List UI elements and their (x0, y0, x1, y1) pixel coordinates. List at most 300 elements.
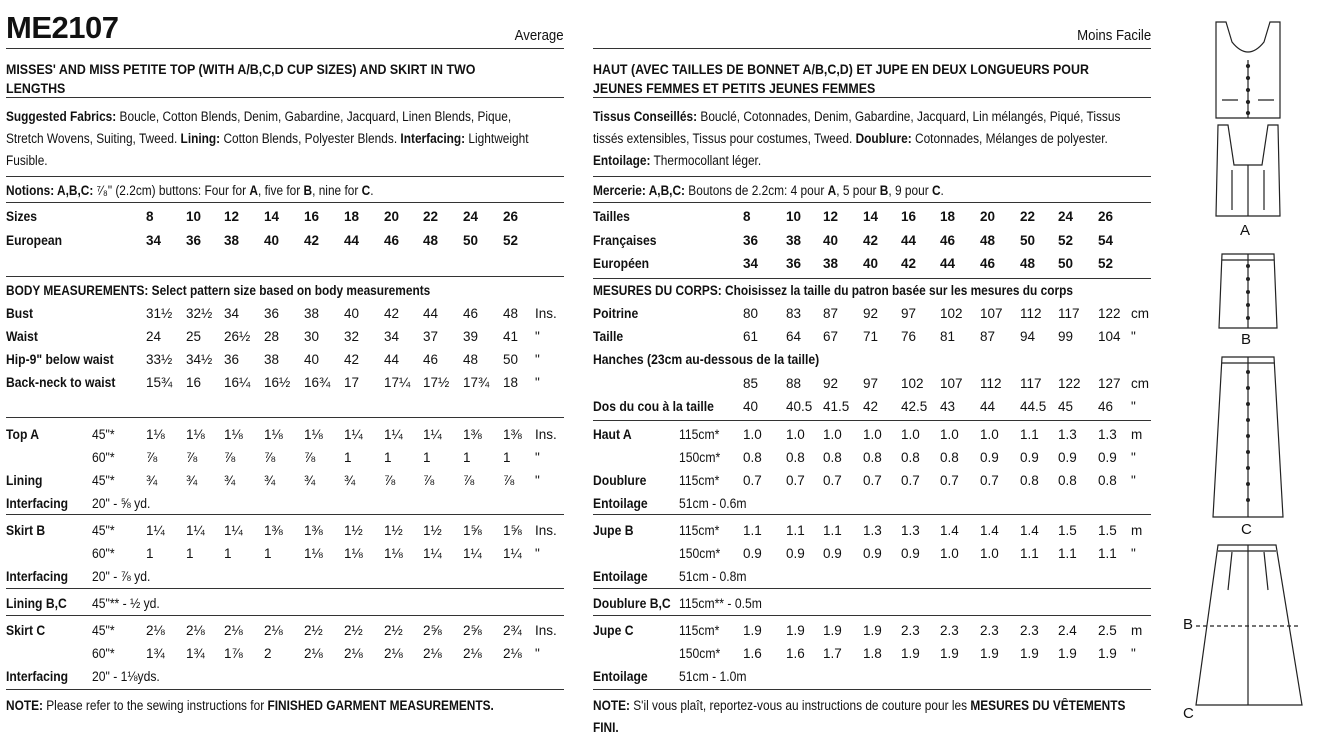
cell-value: 1.5 (1058, 523, 1077, 538)
lining-label: Doublure: (855, 131, 912, 146)
cell-value: 0.8 (1058, 473, 1077, 488)
unit: " (1131, 646, 1136, 661)
cell-value: 42 (901, 256, 917, 271)
cell-value: 1.1 (1020, 546, 1039, 561)
fabric-width: 51cm - 1.0m (679, 669, 747, 684)
cell-value: 0.9 (1058, 450, 1077, 465)
lining-text: Cotton Blends, Polyester Blends. (220, 131, 401, 146)
cell-value: 1.0 (863, 427, 882, 442)
notions-text: Boutons de 2.2cm: 4 pour (684, 183, 828, 198)
fabric-width: 115cm* (679, 473, 720, 488)
cell-value: 1⅛ (344, 546, 363, 561)
fabric-width: 115cm* (679, 623, 720, 638)
cell-value: 2⅛ (186, 623, 205, 638)
cell-value: 1.5 (1098, 523, 1117, 538)
cell-value: 16 (304, 209, 320, 224)
row-label: Entoilage (593, 496, 648, 511)
row-label: Tailles (593, 209, 630, 224)
cell-value: 122 (1098, 306, 1121, 321)
cell-value: 122 (1058, 376, 1081, 391)
cell-value: 0.7 (863, 473, 882, 488)
unit: " (535, 450, 540, 465)
rule (6, 48, 564, 49)
cell-value: 1.0 (980, 427, 999, 442)
cell-value: 42 (863, 399, 879, 414)
cell-value: 92 (823, 376, 839, 391)
cell-value: 18 (344, 209, 360, 224)
cell-value: 1.4 (940, 523, 959, 538)
cell-value: 41 (503, 329, 519, 344)
cell-value: 1½ (344, 523, 363, 538)
fabric-width: 45"* (92, 523, 115, 538)
unit: " (1131, 450, 1136, 465)
cell-value: 2⅛ (146, 623, 165, 638)
fabric-width: 20" - ⅞ yd. (92, 569, 151, 584)
cell-value: 24 (1058, 209, 1074, 224)
interfacing-label: Interfacing: (400, 131, 466, 146)
cell-value: 127 (1098, 376, 1121, 391)
label-side-b: B (1183, 616, 1194, 633)
cell-value: ⅞ (186, 450, 198, 465)
cell-value: 2½ (304, 623, 323, 638)
cell-value: 1¾ (186, 646, 205, 661)
cell-value: 48 (423, 233, 439, 248)
row-label: Waist (6, 329, 38, 344)
cell-value: 117 (1020, 376, 1042, 391)
note-text: Please refer to the sewing instructions for (42, 698, 268, 713)
cell-value: 85 (743, 376, 759, 391)
unit: " (1131, 546, 1136, 561)
cell-value: 102 (940, 306, 963, 321)
row-label: Back-neck to waist (6, 375, 116, 390)
table-row (593, 643, 1153, 665)
unit: m (1131, 523, 1143, 538)
cell-value: 1.1 (786, 523, 805, 538)
cell-value: 40 (264, 233, 280, 248)
rule (593, 202, 1151, 203)
cell-value: 44 (901, 233, 917, 248)
unit: " (535, 375, 540, 390)
table-row (6, 620, 566, 642)
table-row (593, 447, 1153, 469)
cell-value: 1¼ (146, 523, 165, 538)
cell-value: 26½ (224, 329, 251, 344)
table-row (6, 470, 566, 492)
rule (6, 202, 564, 203)
rule (593, 588, 1151, 589)
rule (593, 615, 1151, 616)
table-row (6, 543, 566, 565)
cell-value: 44 (980, 399, 996, 414)
row-label: Hip-9" below waist (6, 352, 114, 367)
cell-value: 102 (901, 376, 924, 391)
label-a: A (1240, 222, 1251, 239)
cell-value: 112 (980, 376, 1002, 391)
cell-value: 14 (264, 209, 280, 224)
title-en: MISSES' AND MISS PETITE TOP (WITH A/B,C,D CUP SIZES) AND SKIRT IN TWO LENGTHS (6, 62, 476, 96)
unit: Ins. (535, 306, 557, 321)
cell-value: ⅞ (463, 473, 475, 488)
table-row (593, 666, 1153, 688)
cell-value: 1.7 (823, 646, 842, 661)
row-label: Skirt B (6, 523, 46, 538)
cell-value: 25 (186, 329, 202, 344)
fabrics-label: Suggested Fabrics: (6, 109, 117, 124)
notions-text: , 5 pour (836, 183, 880, 198)
cell-value: 1¼ (224, 523, 243, 538)
table-row (6, 303, 566, 325)
cell-value: 1⅜ (503, 427, 522, 442)
cell-value: 1⅜ (304, 523, 323, 538)
cell-value: 36 (786, 256, 802, 271)
cell-value: 46 (980, 256, 996, 271)
cell-value: 17 (344, 375, 360, 390)
row-label: Poitrine (593, 306, 639, 321)
cell-value: 2½ (344, 623, 363, 638)
cell-value: 43 (940, 399, 956, 414)
fabrics-fr (593, 106, 1121, 172)
cell-value: 26 (1098, 209, 1114, 224)
cell-value: 1⅞ (224, 646, 243, 661)
table-row (593, 424, 1153, 446)
cell-value: 38 (786, 233, 802, 248)
rule (6, 276, 564, 277)
cell-value: ⅞ (304, 450, 316, 465)
letter-b: B (879, 183, 889, 198)
rule (593, 176, 1151, 177)
cell-value: 52 (1098, 256, 1114, 271)
fabric-width: 45"* (92, 473, 115, 488)
cell-value: 0.8 (1098, 473, 1117, 488)
unit: cm (1131, 376, 1149, 391)
table-row (593, 303, 1153, 325)
cell-value: 1.0 (980, 546, 999, 561)
unit: " (535, 352, 540, 367)
table-row (593, 620, 1153, 642)
unit: " (535, 646, 540, 661)
cell-value: 52 (503, 233, 519, 248)
cell-value: 48 (980, 233, 996, 248)
letter-a: A (249, 183, 258, 198)
cell-value: 2⅛ (423, 646, 442, 661)
interfacing-text: Thermocollant léger. (650, 153, 762, 168)
cell-value: 0.9 (743, 546, 762, 561)
cell-value: 17¾ (463, 375, 490, 390)
cell-value: 17½ (423, 375, 450, 390)
fabric-width: 150cm* (679, 646, 721, 661)
cell-value: 2.3 (940, 623, 959, 638)
cell-value: 104 (1098, 329, 1121, 344)
body-heading-fr: MESURES DU CORPS: Choisissez la taille du patron basée sur les mesures du corps (593, 283, 1073, 298)
fabric-width: 51cm - 0.8m (679, 569, 747, 584)
cell-value: 18 (940, 209, 956, 224)
cell-value: 50 (1058, 256, 1074, 271)
cell-value: 1.3 (863, 523, 882, 538)
cell-value: 1.9 (901, 646, 920, 661)
cell-value: 42 (863, 233, 879, 248)
row-label: Taille (593, 329, 624, 344)
unit: m (1131, 427, 1143, 442)
fabrics-en (6, 106, 534, 172)
cell-value: 1.9 (1098, 646, 1117, 661)
cell-value: 15¾ (146, 375, 173, 390)
cell-value: 112 (1020, 306, 1042, 321)
cell-value: 1.0 (940, 427, 959, 442)
rule (6, 176, 564, 177)
fabrics-label: Tissus Conseillés: (593, 109, 698, 124)
cell-value: 8 (146, 209, 154, 224)
row-label: Interfacing (6, 496, 69, 511)
skirt-b-drawing (1219, 254, 1277, 328)
cell-value: 50 (1020, 233, 1036, 248)
cell-value: 1⅝ (503, 523, 522, 538)
cell-value: 61 (743, 329, 759, 344)
cell-value: 20 (980, 209, 996, 224)
note-end: MESURES DU VÊTEMENTS FINI. (593, 698, 1126, 735)
note-end: FINISHED GARMENT MEASUREMENTS. (267, 698, 494, 713)
cell-value: ⅞ (423, 473, 435, 488)
cell-value: 88 (786, 376, 802, 391)
cell-value: 38 (304, 306, 320, 321)
cell-value: 0.9 (1020, 450, 1039, 465)
cell-value: 16 (186, 375, 202, 390)
cell-value: 44 (940, 256, 956, 271)
cell-value: 34 (224, 306, 240, 321)
table-row (593, 326, 1153, 348)
difficulty-en: Average (515, 27, 564, 44)
cell-value: 0.8 (786, 450, 805, 465)
fabric-width: 60"* (92, 546, 115, 561)
cell-value: 22 (423, 209, 439, 224)
cell-value: 1.4 (980, 523, 999, 538)
cell-value: 38 (823, 256, 839, 271)
fabric-width: 45"** - ½ yd. (92, 596, 160, 611)
fabric-width: 115cm** - 0.5m (679, 596, 762, 611)
cell-value: 40 (863, 256, 879, 271)
fabric-width: 45"* (92, 427, 115, 442)
cell-value: 41.5 (823, 399, 850, 414)
cell-value: 8 (743, 209, 751, 224)
cell-value: 0.8 (1020, 473, 1039, 488)
row-label: Sizes (6, 209, 38, 224)
lining-text: Cotonnades, Mélanges de polyester. (911, 131, 1108, 146)
cell-value: 46 (384, 233, 400, 248)
cell-value: 1.9 (1058, 646, 1077, 661)
cell-value: 1¾ (146, 646, 165, 661)
cell-value: 12 (823, 209, 839, 224)
cell-value: 2.3 (980, 623, 999, 638)
fabrics-text: Bouclé, Cotonnades, Denim, Gabardine, Jacquard, Lin mélangés, Piqué, Tissus tissés extensibles, Tissus pour costumes, Tweed. (593, 109, 1121, 146)
unit: Ins. (535, 427, 557, 442)
notions-fr: Mercerie: A,B,C: Boutons de 2.2cm: 4 pour A, 5 pour B, 9 pour C. (593, 183, 944, 198)
table-row (6, 666, 566, 688)
cell-value: 1.9 (980, 646, 999, 661)
top-back-drawing (1216, 125, 1280, 216)
cell-value: 36 (186, 233, 202, 248)
notions-text: , 9 pour (888, 183, 932, 198)
table-row (6, 230, 566, 252)
fabric-width: 150cm* (679, 450, 721, 465)
cell-value: 2⅛ (344, 646, 363, 661)
cell-value: 1 (423, 450, 431, 465)
cell-value: 97 (901, 306, 917, 321)
cell-value: 2¾ (503, 623, 522, 638)
cell-value: 1⅝ (463, 523, 482, 538)
cell-value: 0.9 (901, 546, 920, 561)
cell-value: 107 (940, 376, 963, 391)
rule (593, 514, 1151, 515)
cell-value: 46 (1098, 399, 1114, 414)
notions-label: Notions: A,B,C: (6, 183, 94, 198)
cell-value: 2⅛ (503, 646, 522, 661)
cell-value: 1 (344, 450, 352, 465)
cell-value: 0.8 (940, 450, 959, 465)
cell-value: 1.1 (743, 523, 762, 538)
cell-value: 42.5 (901, 399, 928, 414)
cell-value: 97 (863, 376, 879, 391)
skirt-c-drawing (1213, 357, 1283, 517)
cell-value: 1.0 (823, 427, 842, 442)
cell-value: 2½ (384, 623, 403, 638)
cell-value: 39 (463, 329, 479, 344)
cell-value: 0.9 (1098, 450, 1117, 465)
cell-value: 1 (224, 546, 232, 561)
cell-value: 1⅜ (463, 427, 482, 442)
row-label: European (6, 233, 63, 248)
cell-value: 0.9 (786, 546, 805, 561)
rule (593, 689, 1151, 690)
cell-value: 1¼ (463, 546, 482, 561)
cell-value: 36 (224, 352, 240, 367)
cell-value: 1 (186, 546, 194, 561)
pattern-number: ME2107 (6, 10, 119, 45)
cell-value: 1.3 (1098, 427, 1117, 442)
table-row (6, 206, 566, 228)
cell-value: 46 (423, 352, 439, 367)
cell-value: 1 (264, 546, 272, 561)
fabric-width: 20" - ⅝ yd. (92, 496, 151, 511)
notions-text: , nine for (312, 183, 362, 198)
cell-value: 24 (463, 209, 479, 224)
row-label: Top A (6, 427, 40, 442)
cell-value: 1.1 (1058, 546, 1077, 561)
cell-value: 0.9 (980, 450, 999, 465)
cell-value: 1.1 (1098, 546, 1117, 561)
lining-label: Lining: (180, 131, 221, 146)
table-row (593, 373, 1153, 395)
cell-value: 87 (823, 306, 839, 321)
row-label: Lining (6, 473, 43, 488)
row-label: Entoilage (593, 669, 648, 684)
cell-value: ¾ (224, 473, 236, 488)
cell-value: 33½ (146, 352, 173, 367)
cell-value: 99 (1058, 329, 1074, 344)
letter-b: B (303, 183, 313, 198)
rule (6, 514, 564, 515)
rule (6, 588, 564, 589)
cell-value: 34 (743, 256, 759, 271)
cell-value: 1.8 (863, 646, 882, 661)
cell-value: 42 (344, 352, 360, 367)
cell-value: 1⅛ (146, 427, 165, 442)
table-row (593, 543, 1153, 565)
cell-value: 1½ (423, 523, 442, 538)
cell-value: 1.9 (1020, 646, 1039, 661)
rule (6, 97, 564, 98)
cell-value: 1.9 (743, 623, 762, 638)
cell-value: 117 (1058, 306, 1080, 321)
cell-value: 83 (786, 306, 802, 321)
cell-value: 30 (304, 329, 320, 344)
cell-value: 1¼ (384, 427, 403, 442)
cell-value: 1¼ (344, 427, 363, 442)
cell-value: 46 (940, 233, 956, 248)
cell-value: 17¼ (384, 375, 411, 390)
cell-value: 14 (863, 209, 879, 224)
label-side-c: C (1183, 705, 1194, 722)
fabrics-text: Boucle, Cotton Blends, Denim, Gabardine, Jacquard, Linen Blends, Pique, Stretch Wovens, Suiting, Tweed. (6, 109, 512, 146)
cell-value: 12 (224, 209, 240, 224)
cell-value: 1.3 (1058, 427, 1077, 442)
cell-value: ⅞ (503, 473, 515, 488)
difficulty-fr: Moins Facile (1076, 27, 1151, 44)
row-label: Doublure (593, 473, 647, 488)
interfacing-text: Lightweight Fusible. (6, 131, 529, 168)
cell-value: 1.9 (863, 623, 882, 638)
cell-value: 0.7 (940, 473, 959, 488)
cell-value: 1.6 (743, 646, 762, 661)
cell-value: 1 (463, 450, 471, 465)
cell-value: 20 (384, 209, 400, 224)
fabric-width: 115cm* (679, 427, 720, 442)
cell-value: 1½ (384, 523, 403, 538)
unit: Ins. (535, 623, 557, 638)
unit: " (535, 546, 540, 561)
unit: Ins. (535, 523, 557, 538)
fabric-width: 20" - 1⅛yds. (92, 669, 160, 684)
row-label: Jupe C (593, 623, 634, 638)
garment-illustrations (1168, 0, 1322, 743)
table-row (6, 566, 566, 588)
row-label: Doublure B,C (593, 596, 671, 611)
letter-a: A (827, 183, 837, 198)
cell-value: 36 (743, 233, 759, 248)
cell-value: 1.0 (940, 546, 959, 561)
rule (593, 48, 1151, 49)
cell-value: 28 (264, 329, 280, 344)
unit: m (1131, 623, 1143, 638)
cell-value: 52 (1058, 233, 1074, 248)
note-label: NOTE: (593, 698, 630, 713)
table-row (6, 593, 566, 615)
notions-text: ⁷⁄₈" (2.2cm) buttons: Four for (93, 183, 250, 198)
row-label: Haut A (593, 427, 632, 442)
fabric-width: 150cm* (679, 546, 721, 561)
cell-value: 2⅝ (423, 623, 442, 638)
table-row (593, 593, 1153, 615)
cell-value: 48 (1020, 256, 1036, 271)
label-b: B (1241, 331, 1252, 348)
note-en (6, 695, 534, 717)
cell-value: 0.8 (823, 450, 842, 465)
cell-value: 16½ (264, 375, 291, 390)
cell-value: ¾ (186, 473, 198, 488)
cell-value: ¾ (344, 473, 356, 488)
cell-value: ⅞ (384, 473, 396, 488)
cell-value: 44 (423, 306, 439, 321)
table-row (6, 349, 566, 371)
cell-value: 1⅛ (304, 427, 323, 442)
